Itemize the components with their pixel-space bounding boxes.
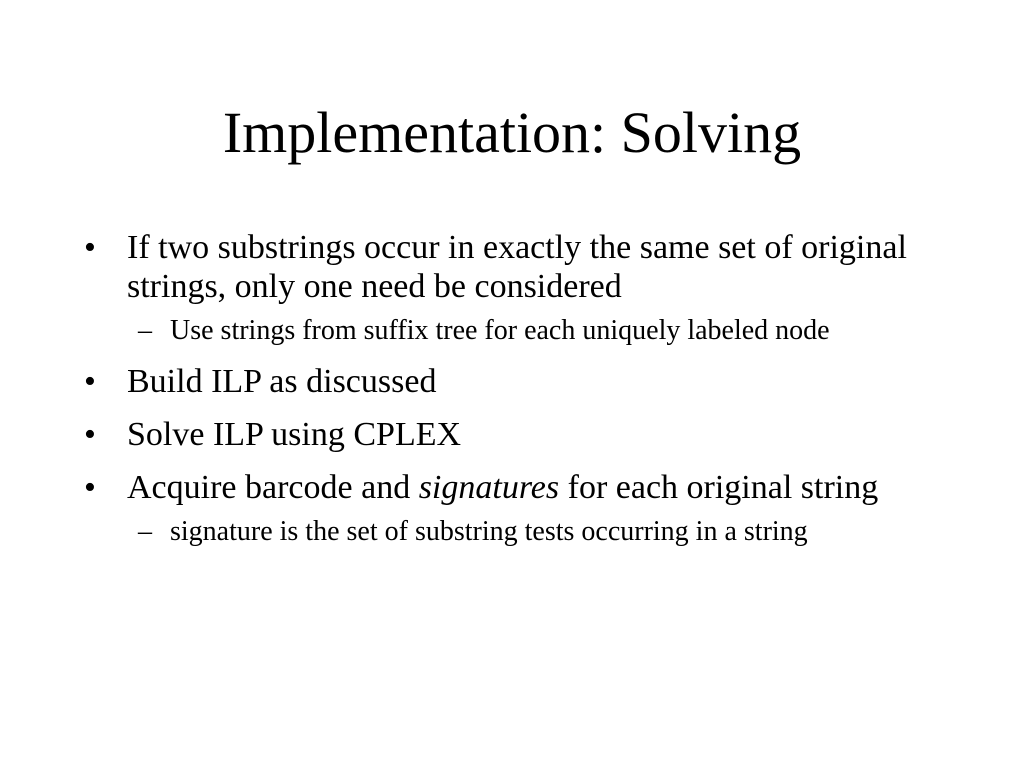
bullet-text-part: for each original string [559, 469, 879, 506]
bullet-text: Solve ILP using CPLEX [127, 416, 462, 453]
bullet-item [84, 468, 944, 507]
bullet-text: If two substrings occur in exactly the same set of original strings, only one need be considered [127, 229, 907, 305]
bullet-item [84, 362, 944, 401]
bullet-glyph: • [84, 363, 96, 400]
sub-bullet-glyph: – [138, 315, 152, 346]
bullet-text: Build ILP as discussed [127, 363, 437, 400]
bullet-text [127, 469, 878, 506]
bullet-item [84, 228, 944, 306]
bullet-list [84, 228, 944, 563]
sub-bullet-text: Use strings from suffix tree for each uniquely labeled node [170, 315, 830, 346]
sub-bullet-item [84, 314, 944, 348]
bullet-item [84, 415, 944, 454]
slide-title: Implementation: Solving [222, 100, 802, 165]
bullet-glyph: • [84, 229, 96, 266]
sub-bullet-glyph: – [138, 516, 152, 547]
sub-bullet-text: signature is the set of substring tests occurring in a string [170, 516, 808, 547]
bullet-glyph: • [84, 469, 96, 506]
bullet-glyph: • [84, 416, 96, 453]
sub-bullet-item [84, 515, 944, 549]
bullet-text-italic: signatures [418, 469, 560, 506]
bullet-text-part: Acquire barcode and [127, 469, 419, 506]
